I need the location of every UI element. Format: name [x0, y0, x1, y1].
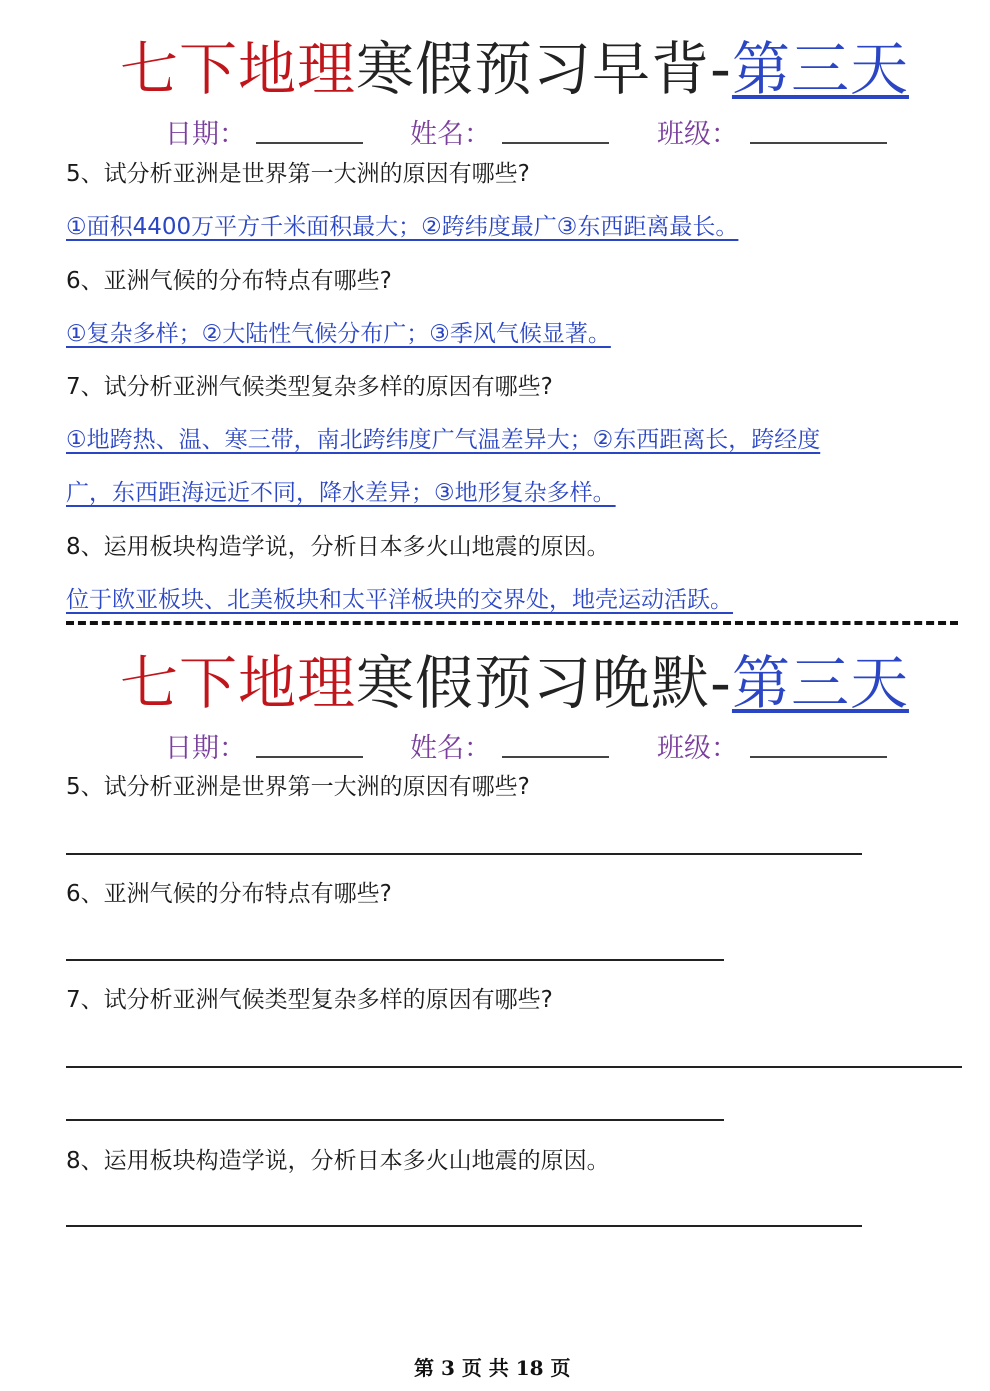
evening-question-7: 7、试分析亚洲气候类型复杂多样的原因有哪些?: [66, 987, 553, 1013]
evening-name-field[interactable]: [502, 756, 609, 758]
evening-title: [120, 649, 909, 717]
evening-answer-line-7b[interactable]: [66, 1119, 724, 1121]
evening-class-field[interactable]: [750, 756, 887, 758]
morning-date-label: 日期：: [165, 119, 246, 150]
cut-line-divider: [66, 621, 958, 625]
morning-name-label: 姓名：: [410, 119, 491, 150]
morning-question-5: 5、试分析亚洲是世界第一大洲的原因有哪些?: [66, 161, 530, 187]
morning-name-field[interactable]: [502, 142, 609, 144]
morning-answer-7-line-2: 广，东西距海远近不同，降水差异；③地形复杂多样。: [66, 480, 616, 506]
morning-answer-5: ①面积4400万平方千米面积最大；②跨纬度最广③东西距离最长。: [66, 214, 739, 240]
evening-class-label: 班级：: [657, 733, 738, 764]
evening-question-5: 5、试分析亚洲是世界第一大洲的原因有哪些?: [66, 774, 530, 800]
morning-title-subject: 七下地理: [120, 35, 357, 103]
morning-answer-8: 位于欧亚板块、北美板块和太平洋板块的交界处，地壳运动活跃。: [66, 587, 733, 613]
evening-title-day: 第三天: [731, 649, 909, 717]
morning-title-day: 第三天: [731, 35, 909, 103]
morning-class-field[interactable]: [750, 142, 887, 144]
evening-title-main: 寒假预习晚默-: [356, 649, 732, 717]
evening-answer-line-8[interactable]: [66, 1225, 862, 1227]
morning-question-6: 6、亚洲气候的分布特点有哪些?: [66, 268, 392, 294]
morning-answer-6: ①复杂多样；②大陆性气候分布广；③季风气候显著。: [66, 321, 611, 347]
evening-question-6: 6、亚洲气候的分布特点有哪些?: [66, 881, 392, 907]
morning-question-8: 8、运用板块构造学说，分析日本多火山地震的原因。: [66, 534, 610, 560]
evening-answer-line-7a[interactable]: [66, 1066, 962, 1068]
page-number: 第 3 页 共 18 页: [414, 1356, 571, 1380]
morning-question-7: 7、试分析亚洲气候类型复杂多样的原因有哪些?: [66, 374, 553, 400]
morning-class-label: 班级：: [657, 119, 738, 150]
evening-answer-line-6[interactable]: [66, 959, 724, 961]
evening-title-subject: 七下地理: [120, 649, 357, 717]
morning-title: [120, 35, 909, 103]
morning-answer-7-line-1: ①地跨热、温、寒三带，南北跨纬度广气温差异大；②东西距离长，跨经度: [66, 427, 821, 453]
evening-answer-line-5[interactable]: [66, 853, 862, 855]
evening-date-label: 日期：: [165, 733, 246, 764]
evening-question-8: 8、运用板块构造学说，分析日本多火山地震的原因。: [66, 1148, 610, 1174]
morning-date-field[interactable]: [256, 142, 363, 144]
morning-title-main: 寒假预习早背-: [356, 35, 732, 103]
evening-name-label: 姓名：: [410, 733, 491, 764]
evening-date-field[interactable]: [256, 756, 363, 758]
